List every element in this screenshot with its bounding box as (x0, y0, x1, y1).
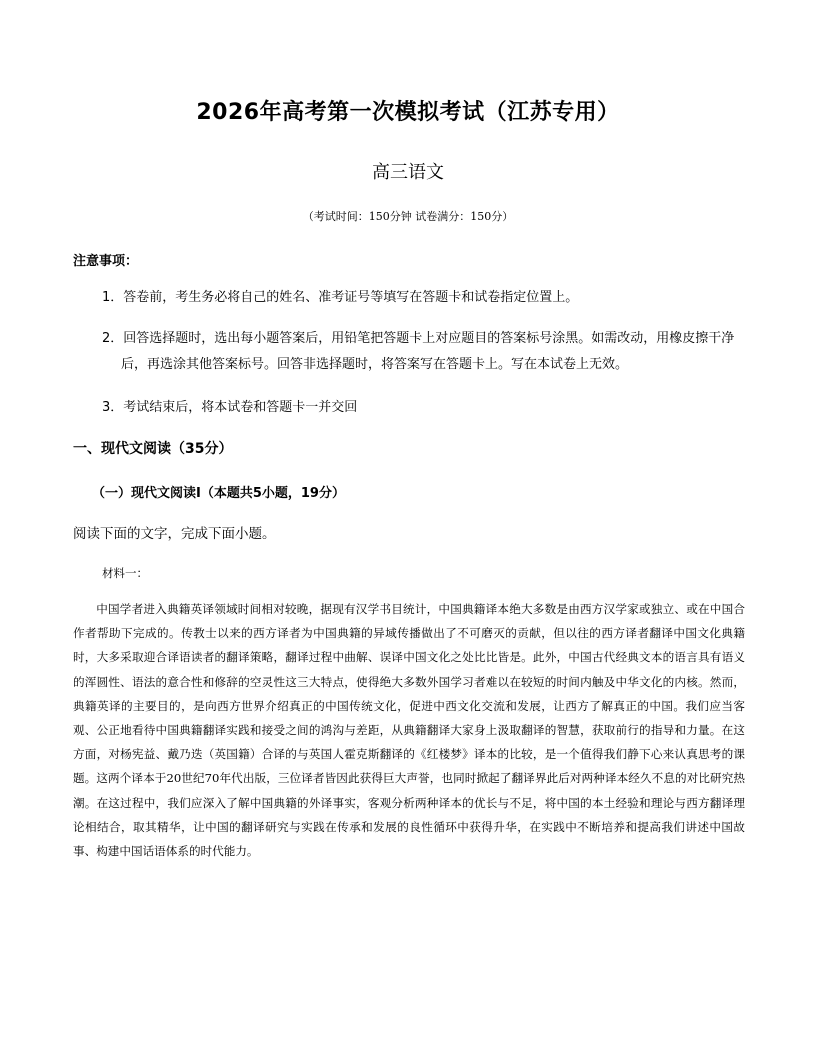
exam-title: 2026年高考第一次模拟考试（江苏专用） (196, 100, 620, 125)
subsection-heading: （一）现代文阅读Ⅰ（本题共5小题，19分） (92, 486, 345, 501)
section-heading: 一、现代文阅读（35分） (73, 441, 233, 457)
notice-item-text: 3．考试结束后，将本试卷和答题卡一并交回 (102, 400, 358, 415)
notice-item-1 (102, 285, 742, 311)
notice-item-text: 1．答卷前，考生务必将自己的姓名、准考证号等填写在答题卡和试卷指定位置上。 (102, 290, 579, 305)
exam-time-info: （考试时间：150分钟 试卷满分：150分） (302, 210, 514, 223)
notice-heading: 注意事项： (73, 254, 139, 269)
notice-item-2 (102, 326, 742, 378)
material-label: 材料一： (102, 566, 148, 580)
passage-text: 中国学者进入典籍英译领域时间相对较晚，据现有汉学书目统计，中国典籍译本绝大多数是由西方汉学家或独立、或在中国合作者帮助下完成的。传教士以来的西方译者为中国典籍的异域传播做出了不可磨灭的贡献，但以往的西方译者翻译中国文化典籍时，大多采取迎合译语读者的翻译策略，翻译过程中曲解、误译中国文化之处比比皆是。此外，中国古代经典文本的语言具有语义的浑圆性、语法的意合性和修辞的空灵性这三大特点，使得绝大多数外国学习者难以在较短的时间内触及中华文化的内核。然而，典籍英译的主要目的，是向西方世界介绍真正的中国传统文化，促进中西文化交流和发展，让西方了解真正的中国。我们应当客观、公正地看待中国典籍翻译实践和接受之间的鸿沟与差距，从典籍翻译大家身上汲取翻译的智慧，获取前行的指导和力量。在这方面，对杨宪益、戴乃迭（英国籍）合译的与英国人霍克斯翻译的《红楼梦》译本的比较，是一个值得我们静下心来认真思考的课题。这两个译本于20世纪70年代出版，三位译者皆因此获得巨大声誉，也同时掀起了翻译界此后对两种译本经久不息的对比研究热潮。在这过程中，我们应深入了解中国典籍的外译事实，客观分析两种译本的优长与不足，将中国的本土经验和理论与西方翻译理论相结合，取其精华，让中国的翻译研究与实践在传承和发展的良性循环中获得升华，在实践中不断培养和提高我们讲述中国故事、构建中国话语体系的时代能力。 (73, 602, 745, 859)
reading-instruction: 阅读下面的文字，完成下面小题。 (73, 526, 276, 542)
exam-subject: 高三语文 (372, 162, 444, 183)
notice-item-3 (102, 395, 742, 421)
notice-item-text: 2．回答选择题时，选出每小题答案后，用铅笔把答题卡上对应题目的答案标号涂黑。如需改动，用橡皮擦干净后，再选涂其他答案标号。回答非选择题时，将答案写在答题卡上。写在本试卷上无效。 (102, 331, 735, 372)
